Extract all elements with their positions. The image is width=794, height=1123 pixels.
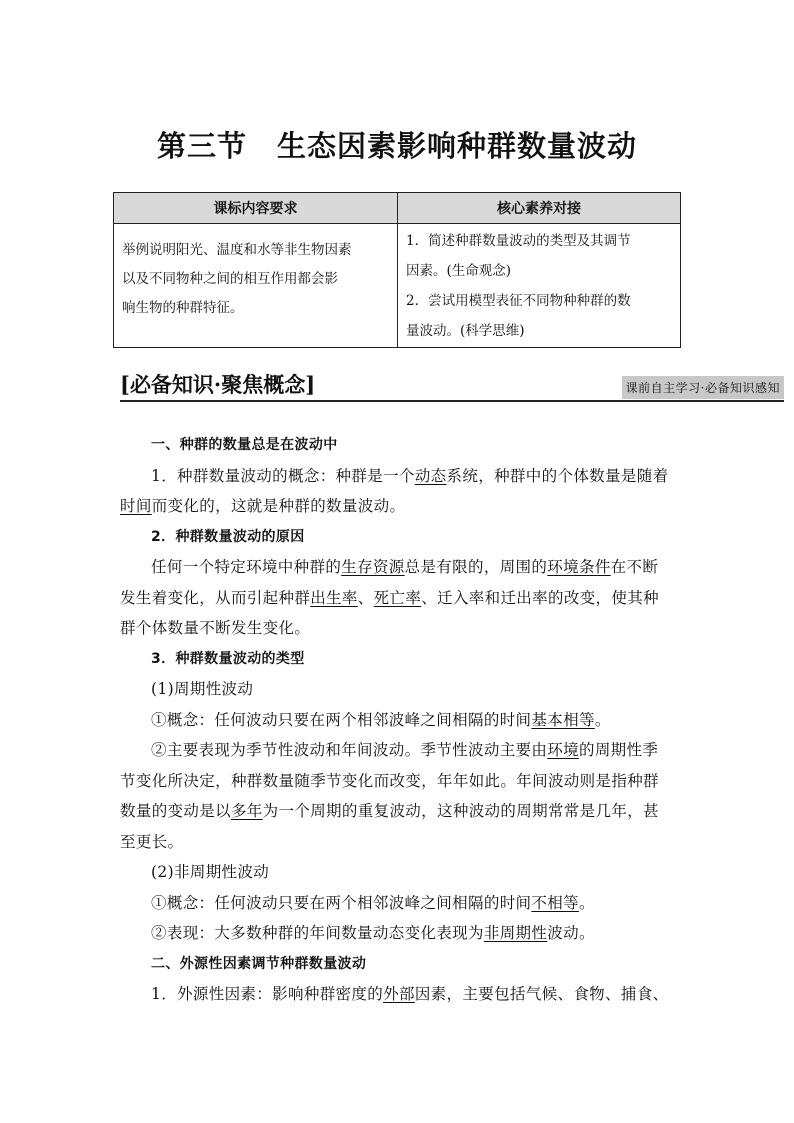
text-span: 1．外源性因素：影响种群密度的 [151, 985, 384, 1003]
heading-2: 2．种群数量波动的原因 [151, 528, 305, 545]
heading-3: 3．种群数量波动的类型 [151, 650, 305, 667]
heading-4: 二、外源性因素调节种群数量波动 [151, 955, 367, 972]
key-term: 多年 [230, 802, 263, 820]
paragraph-line [120, 552, 676, 583]
text-span: 、迁入率和迁出率的改变，使其种 [421, 588, 659, 607]
text-span: 波动。 [547, 924, 595, 942]
text-span: 。 [578, 893, 595, 912]
section-tag: 课前自主学习·必备知识感知 [622, 376, 784, 399]
paragraph-line: 节变化所决定，种群数量随季节变化而改变，年年如此。年间波动则是指种群 [120, 771, 659, 790]
subheading: (1)周期性波动 [151, 680, 254, 698]
paragraph-line [120, 979, 676, 1010]
table-header-left: 课标内容要求 [114, 193, 398, 223]
paragraph-line [120, 918, 676, 949]
key-term: 时间 [120, 497, 152, 515]
paragraph-line [120, 735, 676, 766]
text-span: 的周期性季 [578, 741, 659, 759]
key-term: 出生率 [310, 588, 358, 607]
key-term: 外部 [383, 985, 415, 1003]
text-span: 发生着变化，从而引起种群 [120, 588, 311, 607]
table-header-row [114, 193, 680, 224]
requirement-line: 以及不同物种之间的相互作用都会影 [122, 271, 338, 287]
page-title: 第三节 生态因素影响种群数量波动 [156, 129, 637, 163]
key-term: 死亡率 [373, 588, 422, 607]
key-term: 不相等 [531, 893, 579, 912]
key-term: 非周期性 [483, 924, 548, 942]
key-term: 环境 [547, 741, 579, 759]
key-term: 环境条件 [547, 558, 611, 576]
text-span: 。 [594, 710, 611, 729]
text-span: 为一个周期的重复波动，这种波动的周期常常是几年，甚 [262, 802, 659, 820]
table-body-row [114, 224, 680, 348]
paragraph-line [120, 796, 676, 827]
paragraph-line [120, 583, 676, 614]
text-span: 总是有限的，周围的 [404, 558, 548, 576]
subheading: (2)非周期性波动 [151, 863, 270, 881]
text-span: 在不断 [610, 558, 659, 576]
text-span: 因素，主要包括气候、食物、捕食、 [414, 985, 669, 1003]
text-span: ②主要表现为季节性波动和年间波动。季节性波动主要由 [151, 741, 548, 759]
key-term: 生存资源 [341, 558, 405, 576]
paragraph-line [120, 705, 676, 736]
competency-line: 量波动。(科学思维) [406, 323, 525, 339]
competency-line: 1．简述种群数量波动的类型及其调节 [406, 233, 631, 249]
competency-line: 2．尝试用模型表征不同物种种群的数 [406, 293, 631, 309]
section-title: [必备知识·聚焦概念] [120, 372, 316, 397]
paragraph-line [120, 461, 676, 492]
body-content [120, 430, 676, 1010]
paragraph-line [120, 888, 676, 919]
table-cell-requirements [114, 224, 398, 348]
paragraph-line [120, 491, 676, 522]
text-span: 系统，种群中的个体数量是随着 [446, 466, 669, 485]
text-span: 数量的变动是以 [120, 802, 231, 820]
heading-1: 一、种群的数量总是在波动中 [151, 437, 338, 453]
key-term: 基本相等 [531, 710, 595, 729]
text-span: 任何一个特定环境中种群的 [151, 558, 342, 576]
requirement-line: 举例说明阳光、温度和水等非生物因素 [122, 242, 352, 258]
curriculum-requirements-table [113, 192, 681, 348]
key-term: 动态 [414, 466, 447, 485]
paragraph-line: 群个体数量不断发生变化。 [120, 619, 311, 637]
text-span: ①概念：任何波动只要在两个相邻波峰之间相隔的时间 [151, 893, 532, 912]
text-span: ①概念：任何波动只要在两个相邻波峰之间相隔的时间 [151, 710, 532, 729]
table-cell-competencies [398, 224, 680, 348]
text-span: ②表现：大多数种群的年间数量动态变化表现为 [151, 924, 484, 942]
section-header [120, 366, 784, 402]
table-header-right: 核心素养对接 [497, 201, 581, 217]
text-span: 1．种群数量波动的概念：种群是一个 [151, 466, 415, 485]
requirement-line: 响生物的种群特征。 [122, 300, 244, 316]
paragraph-line: 至更长。 [120, 832, 184, 851]
text-span: 而变化的，这就是种群的数量波动。 [151, 497, 406, 515]
competency-line: 因素。(生命观念) [406, 263, 512, 279]
text-span: 、 [357, 588, 374, 607]
